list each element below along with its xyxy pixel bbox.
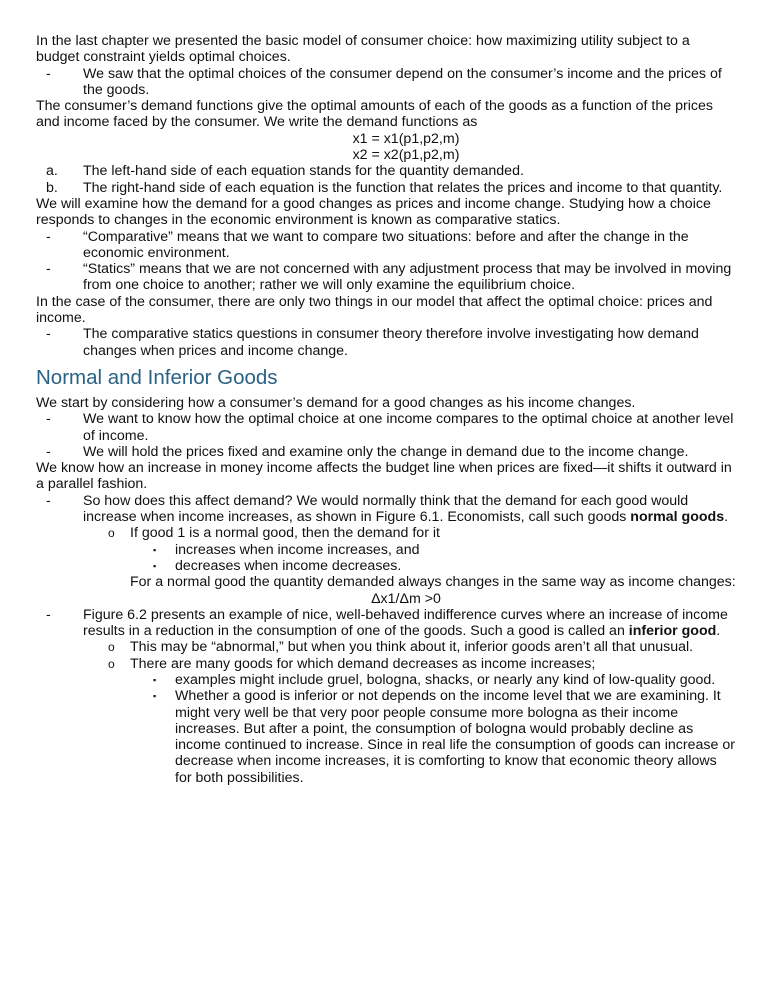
sub-bullet-many-goods: o There are many goods for which demand decreases as income increases;: [108, 655, 596, 672]
demand-equation-1: x1 = x1(p1,p2,m): [352, 130, 460, 147]
dash-marker: -: [46, 326, 51, 343]
sub-sub-bullet-increases: ▪ increases when income increases, and: [153, 541, 420, 558]
section-bullet-2: - We will hold the prices fixed and examine only the change in demand due to the income change.: [46, 443, 689, 460]
dash-marker: -: [46, 65, 51, 82]
intro-paragraph-3: We will examine how the demand for a good changes as prices and income change. Studying how a choice responds to changes in the economic environment is known as comparative statics.: [36, 195, 711, 229]
letter-marker-b: b.: [46, 179, 58, 196]
section-bullet-1: - We want to know how the optimal choice at one income compares to the optimal choice at another level of income.: [46, 411, 734, 444]
intro-bullet-4: - The comparative statics questions in consumer theory therefore involve investigating how demand changes when prices and income change.: [46, 326, 699, 359]
square-marker: ▪: [153, 674, 157, 685]
dash-marker: -: [46, 228, 51, 245]
square-marker: ▪: [153, 691, 157, 702]
lettered-item-a: a. The left-hand side of each equation stands for the quantity demanded.: [46, 163, 524, 180]
circle-marker: o: [108, 526, 115, 541]
section-bullet-4: - Figure 6.2 presents an example of nice, well-behaved indifference curves where an increase of income results in a reduction in the consumption of one of the goods. Such a good is called an inferior good.: [46, 606, 728, 640]
square-marker: ▪: [153, 560, 157, 571]
normal-good-equation: Δx1/Δm >0: [371, 590, 441, 607]
intro-paragraph-1: In the last chapter we presented the basic model of consumer choice: how maximizing utility subject to a budget constraint yields optimal choices.: [36, 33, 690, 66]
normal-good-note: For a normal good the quantity demanded always changes in the same way as income changes:: [130, 574, 736, 591]
section-bullet-3: - So how does this affect demand? We would normally think that the demand for each good would increase when income increases, as shown in Figure 6.1. Economists, call such goods normal goods.: [46, 492, 729, 526]
sub-bullet-normal-good: o If good 1 is a normal good, then the demand for it: [108, 525, 440, 542]
sub-sub-bullet-income-level: ▪ Whether a good is inferior or not depends on the income level that we are examining. It might very well be that very poor people consume more bologna as their income increases. But after a point, the consumption of bologna would probably decline as income continued to increase. Since in real life the consumption of goods can increase or decrease when income increases, it is comforting to know that economic theory allows for both possibilities.: [153, 688, 735, 786]
section-paragraph-1: We start by considering how a consumer’s demand for a good changes as his income changes.: [36, 394, 636, 411]
square-marker: ▪: [153, 544, 157, 555]
dash-marker: -: [46, 411, 51, 428]
document-page: [36, 33, 736, 786]
intro-bullet-3: - “Statics” means that we are not concerned with any adjustment process that may be involved in moving from one choice to another; rather we will only examine the equilibrium choice.: [46, 261, 732, 294]
demand-equation-2: x2 = x2(p1,p2,m): [352, 147, 460, 164]
term-inferior-good: inferior good: [628, 623, 717, 640]
intro-paragraph-2: The consumer’s demand functions give the optimal amounts of each of the goods as a function of the prices and income faced by the consumer. We write the demand functions as: [36, 98, 713, 131]
lettered-item-b: b. The right-hand side of each equation is the function that relates the prices and income to that quantity.: [46, 179, 723, 196]
intro-bullet-1: - We saw that the optimal choices of the consumer depend on the consumer’s income and the prices of the goods.: [46, 65, 722, 98]
intro-paragraph-4: In the case of the consumer, there are only two things in our model that affect the optimal choice: prices and income.: [36, 293, 713, 327]
sub-sub-bullet-decreases: ▪ decreases when income decreases.: [153, 557, 402, 574]
letter-marker-a: a.: [46, 163, 58, 180]
dash-marker: -: [46, 443, 51, 460]
dash-marker: -: [46, 261, 51, 278]
term-normal-goods: normal goods: [630, 509, 725, 526]
dash-marker: -: [46, 492, 51, 509]
section-paragraph-2: We know how an increase in money income affects the budget line when prices are fixed—it shifts it outward in a parallel fashion.: [36, 460, 732, 493]
intro-bullet-2: - “Comparative” means that we want to compare two situations: before and after the change in the economic environment.: [46, 228, 689, 261]
section-heading: Normal and Inferior Goods: [36, 365, 278, 389]
sub-bullet-abnormal: o This may be “abnormal,” but when you think about it, inferior goods aren’t all that unusual.: [108, 639, 694, 656]
circle-marker: o: [108, 640, 115, 655]
circle-marker: o: [108, 656, 115, 671]
dash-marker: -: [46, 606, 51, 623]
sub-sub-bullet-examples: ▪ examples might include gruel, bologna, shacks, or nearly any kind of low-quality good.: [153, 671, 716, 688]
